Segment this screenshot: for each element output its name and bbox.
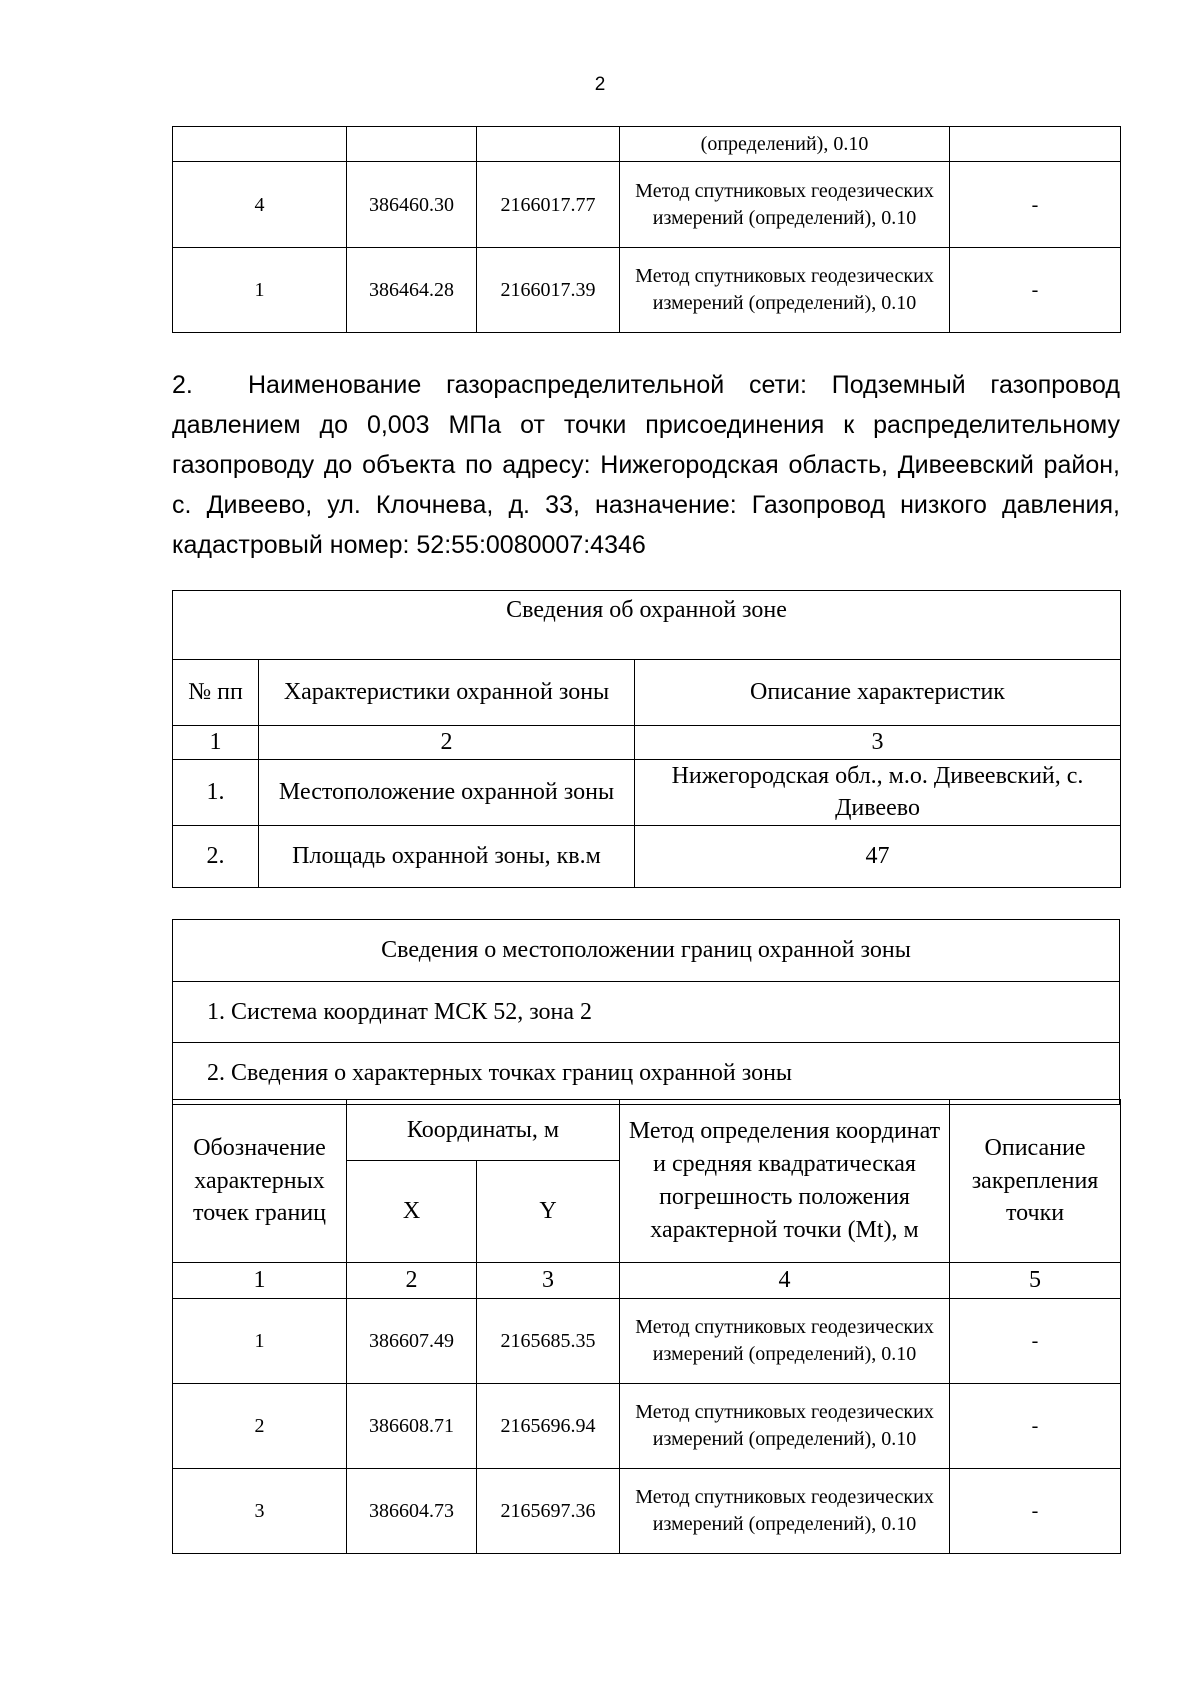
description-cell: - (950, 162, 1121, 248)
x-cell: 386460.30 (347, 162, 477, 248)
y-cell: 2165697.36 (477, 1469, 620, 1554)
index-cell: 4 (620, 1263, 950, 1299)
table-row (173, 760, 1121, 826)
table-row (173, 1299, 1121, 1384)
description-cell: - (950, 1469, 1121, 1554)
points-heading-row (173, 1043, 1120, 1105)
index-cell: 1 (173, 726, 259, 760)
row-characteristic: Местоположение охранной зоны (259, 760, 635, 826)
method-cell: (определений), 0.10 (620, 127, 950, 162)
table-row (173, 1469, 1121, 1554)
boundary-points-table (172, 1099, 1121, 1554)
description-cell (950, 127, 1121, 162)
boundaries-table-title: Сведения о местоположении границ охранной зоны (173, 920, 1120, 982)
table-index-row (173, 1263, 1121, 1299)
table-index-row (173, 726, 1121, 760)
points-heading: 2. Сведения о характерных точках границ охранной зоны (173, 1043, 1120, 1105)
zone-table-title: Сведения об охранной зоне (173, 591, 1121, 660)
row-value: 47 (635, 826, 1121, 888)
index-cell: 3 (477, 1263, 620, 1299)
table-row (173, 127, 1121, 162)
table-row (173, 162, 1121, 248)
section-number: 2. (172, 371, 193, 399)
y-cell: 2166017.77 (477, 162, 620, 248)
index-cell: 1 (173, 1263, 347, 1299)
y-cell: 2165696.94 (477, 1384, 620, 1469)
row-number: 2. (173, 826, 259, 888)
coordinate-system: 1. Система координат МСК 52, зона 2 (173, 982, 1120, 1043)
x-cell: 386604.73 (347, 1469, 477, 1554)
row-characteristic: Площадь охранной зоны, кв.м (259, 826, 635, 888)
protection-zone-table (172, 590, 1121, 888)
index-cell: 3 (635, 726, 1121, 760)
header-x: X (347, 1161, 477, 1263)
table-title-row (173, 591, 1121, 660)
point-cell: 1 (173, 1299, 347, 1384)
header-description: Описание характеристик (635, 660, 1121, 726)
table-row (173, 1384, 1121, 1469)
table-header-row (173, 1100, 1121, 1161)
header-y: Y (477, 1161, 620, 1263)
method-cell: Метод спутниковых геодезических измерений (определений), 0.10 (620, 162, 950, 248)
point-cell (173, 127, 347, 162)
description-cell: - (950, 1384, 1121, 1469)
description-cell: - (950, 248, 1121, 333)
method-cell: Метод спутниковых геодезических измерений (определений), 0.10 (620, 248, 950, 333)
y-cell (477, 127, 620, 162)
x-cell: 386608.71 (347, 1384, 477, 1469)
section-2-paragraph (172, 365, 1120, 565)
index-cell: 5 (950, 1263, 1121, 1299)
y-cell: 2165685.35 (477, 1299, 620, 1384)
header-description: Описание закрепления точки (950, 1100, 1121, 1263)
method-cell: Метод спутниковых геодезических измерений (определений), 0.10 (620, 1299, 950, 1384)
table-row (173, 826, 1121, 888)
row-value: Нижегородская обл., м.о. Дивеевский, с. Дивеево (635, 760, 1121, 826)
x-cell: 386464.28 (347, 248, 477, 333)
point-cell: 4 (173, 162, 347, 248)
point-cell: 3 (173, 1469, 347, 1554)
index-cell: 2 (259, 726, 635, 760)
boundaries-info-table (172, 919, 1120, 1105)
method-cell: Метод спутниковых геодезических измерений (определений), 0.10 (620, 1469, 950, 1554)
description-cell: - (950, 1299, 1121, 1384)
header-method: Метод определения координат и средняя квадратическая погрешность положения характерной точки (Mt), м (620, 1100, 950, 1263)
point-cell: 2 (173, 1384, 347, 1469)
row-number: 1. (173, 760, 259, 826)
method-cell: Метод спутниковых геодезических измерений (определений), 0.10 (620, 1384, 950, 1469)
table-row (173, 248, 1121, 333)
header-point: Обозначение характерных точек границ (173, 1100, 347, 1263)
table-header-row (173, 660, 1121, 726)
continued-coordinates-table (172, 126, 1121, 333)
index-cell: 2 (347, 1263, 477, 1299)
page-number: 2 (594, 74, 606, 95)
header-coordinates: Координаты, м (347, 1100, 620, 1161)
x-cell: 386607.49 (347, 1299, 477, 1384)
y-cell: 2166017.39 (477, 248, 620, 333)
coord-system-row (173, 982, 1120, 1043)
table-title-row (173, 920, 1120, 982)
section-text: Наименование газораспределительной сети: Подземный газопровод давлением до 0,003 МПа от точки присоединения к распределительному газопроводу до объекта по адресу: Нижегородская область, Дивеевский район, с. Дивеево, ул. Клочнева, д. 33, назначение: Газопровод низкого давления, кадастровый номер: 52:55:0080007:4346 (172, 371, 1120, 559)
header-characteristics: Характеристики охранной зоны (259, 660, 635, 726)
header-number: № пп (173, 660, 259, 726)
x-cell (347, 127, 477, 162)
point-cell: 1 (173, 248, 347, 333)
